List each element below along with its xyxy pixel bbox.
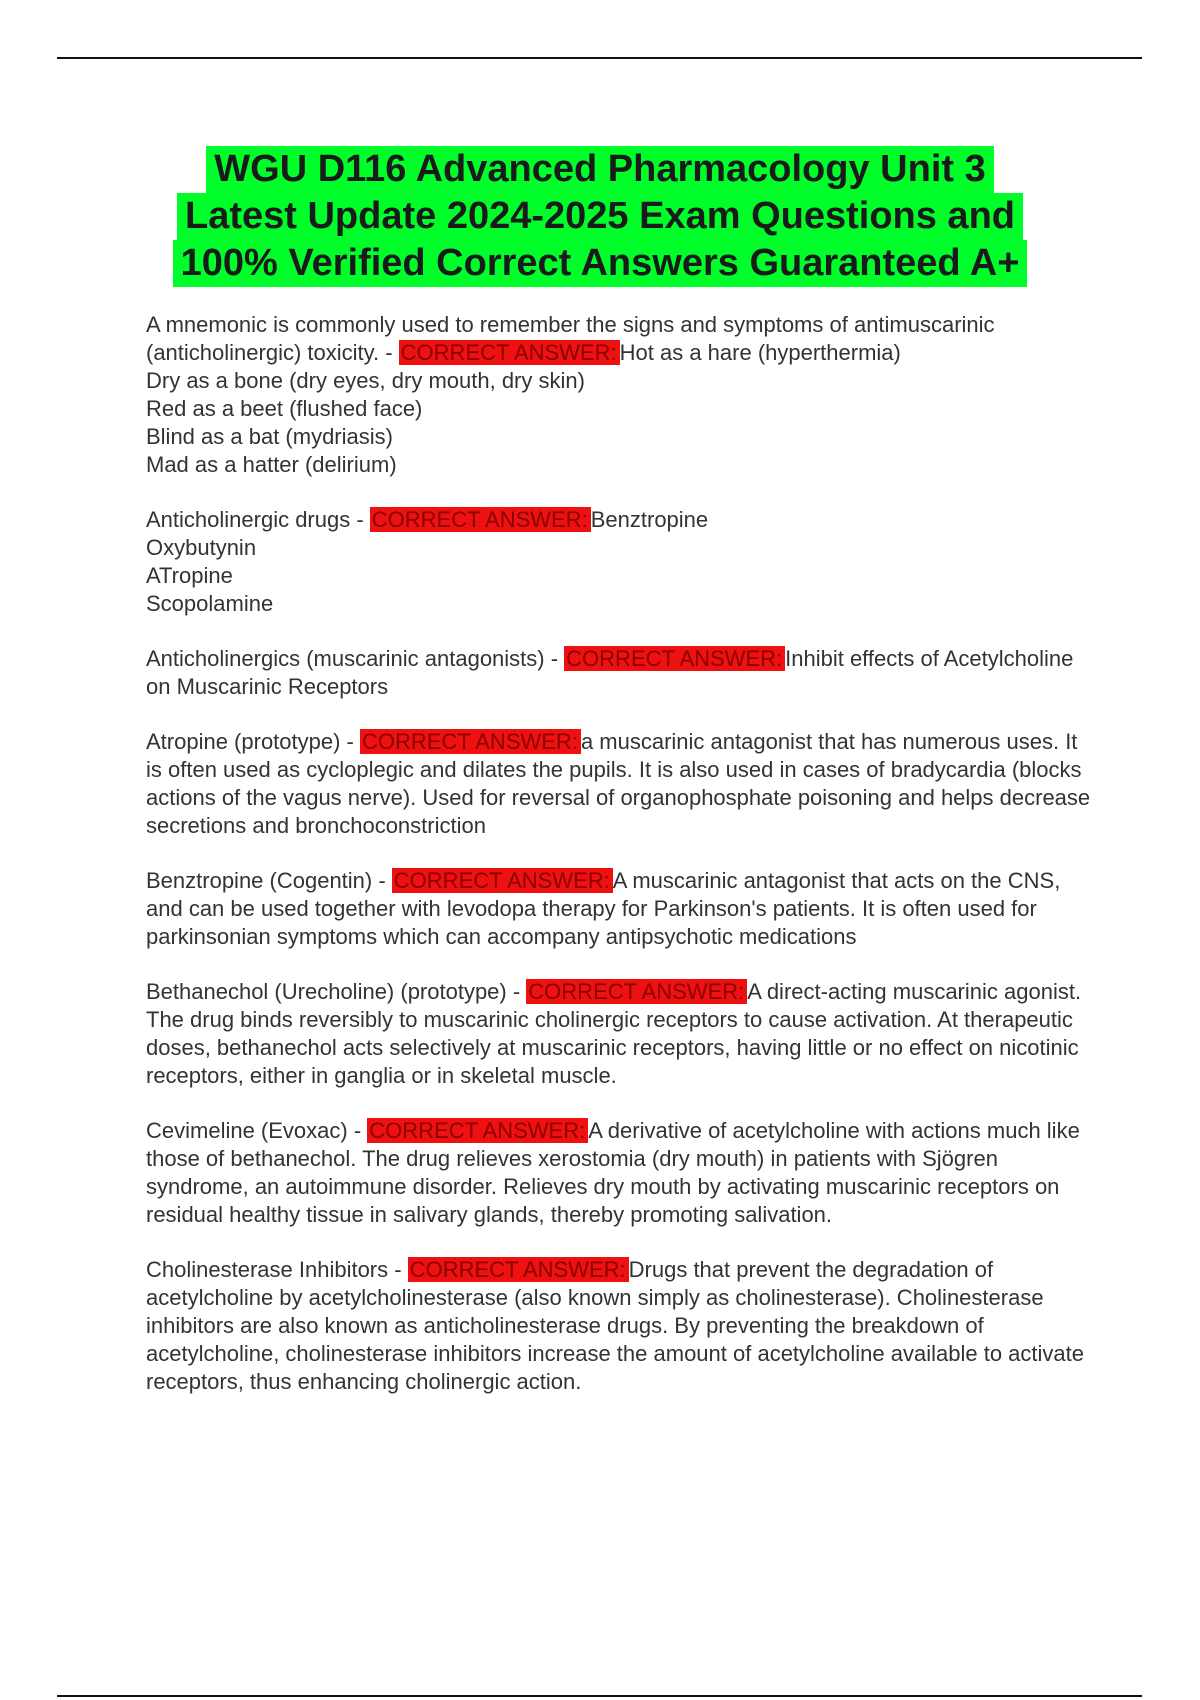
qa-first-line bbox=[146, 645, 1091, 701]
qa-term: Bethanechol (Urecholine) (prototype) - bbox=[146, 979, 527, 1004]
qa-first-line bbox=[146, 867, 1091, 951]
qa-first-line bbox=[146, 978, 1091, 1090]
qa-first-line bbox=[146, 311, 1091, 367]
qa-entry bbox=[146, 506, 1091, 618]
qa-answer-line: Scopolamine bbox=[146, 591, 274, 616]
qa-answer: Benztropine bbox=[590, 507, 709, 532]
qa-answer-line: Mad as a hatter (delirium) bbox=[146, 452, 397, 477]
title-line: 100% Verified Correct Answers Guaranteed A+ bbox=[173, 240, 1028, 287]
footer-rule bbox=[57, 1695, 1142, 1697]
qa-first-line bbox=[146, 728, 1091, 840]
qa-answer-line: Red as a beet (flushed face) bbox=[146, 396, 423, 421]
qa-entry bbox=[146, 867, 1091, 951]
correct-answer-badge: CORRECT ANSWER: bbox=[392, 868, 613, 893]
qa-answer: A muscarinic antagonist that acts on the CNS, and can be used together with levodopa therapy for Parkinson's patients. It is often used for parkinsonian symptoms which can accompany antipsychotic medications bbox=[146, 868, 1061, 949]
qa-entry bbox=[146, 978, 1091, 1090]
header-rule bbox=[57, 57, 1142, 59]
qa-term: Anticholinergics (muscarinic antagonists) - bbox=[146, 646, 565, 671]
qa-list bbox=[146, 311, 1091, 1423]
qa-first-line bbox=[146, 1256, 1091, 1396]
title-line: Latest Update 2024-2025 Exam Questions and bbox=[177, 193, 1023, 240]
qa-entry bbox=[146, 645, 1091, 701]
qa-answer: a muscarinic antagonist that has numerous uses. It is often used as cycloplegic and dilates the pupils. It is also used in cases of bradycardia (blocks actions of the vagus nerve). Used for reversal of organophosphate poisoning and helps decrease secretions and bronchoconstriction bbox=[146, 729, 1091, 838]
qa-entry bbox=[146, 728, 1091, 840]
qa-answer: Inhibit effects of Acetylcholine on Muscarinic Receptors bbox=[146, 646, 1074, 699]
qa-entry bbox=[146, 1117, 1091, 1229]
qa-first-line bbox=[146, 1117, 1091, 1229]
correct-answer-badge: CORRECT ANSWER: bbox=[408, 1257, 629, 1282]
document-title bbox=[0, 146, 1200, 287]
qa-answer-line: Blind as a bat (mydriasis) bbox=[146, 424, 393, 449]
qa-answer: Drugs that prevent the degradation of acetylcholine by acetylcholinesterase (also known simply as cholinesterase). Cholinesterase inhibitors are also known as anticholinesterase drugs. By preventing the breakdown of acetylcholine, cholinesterase inhibitors increase the amount of acetylcholine available to activate receptors, thus enhancing cholinergic action. bbox=[146, 1257, 1084, 1394]
title-line: WGU D116 Advanced Pharmacology Unit 3 bbox=[206, 146, 993, 193]
correct-answer-badge: CORRECT ANSWER: bbox=[399, 340, 620, 365]
qa-term: Atropine (prototype) - bbox=[146, 729, 360, 754]
qa-entry bbox=[146, 1256, 1091, 1396]
qa-answer: Hot as a hare (hyperthermia) bbox=[619, 340, 901, 365]
correct-answer-badge: CORRECT ANSWER: bbox=[564, 646, 785, 671]
correct-answer-badge: CORRECT ANSWER: bbox=[526, 979, 747, 1004]
qa-answer-line: Dry as a bone (dry eyes, dry mouth, dry skin) bbox=[146, 368, 585, 393]
qa-term: Anticholinergic drugs - bbox=[146, 507, 370, 532]
qa-term: Cholinesterase Inhibitors - bbox=[146, 1257, 408, 1282]
qa-answer-line: Oxybutynin bbox=[146, 535, 257, 560]
qa-term: Benztropine (Cogentin) - bbox=[146, 868, 392, 893]
qa-answer-line: ATropine bbox=[146, 563, 233, 588]
qa-answer: A derivative of acetylcholine with actions much like those of bethanechol. The drug relieves xerostomia (dry mouth) in patients with Sjögren syndrome, an autoimmune disorder. Relieves dry mouth by activating muscarinic receptors on residual healthy tissue in salivary glands, thereby promoting salivation. bbox=[146, 1118, 1080, 1227]
correct-answer-badge: CORRECT ANSWER: bbox=[370, 507, 591, 532]
qa-first-line bbox=[146, 506, 1091, 534]
correct-answer-badge: CORRECT ANSWER: bbox=[367, 1118, 588, 1143]
correct-answer-badge: CORRECT ANSWER: bbox=[360, 729, 581, 754]
qa-term: A mnemonic is commonly used to remember the signs and symptoms of antimuscarinic (anticholinergic) toxicity. - bbox=[146, 312, 995, 365]
qa-entry bbox=[146, 311, 1091, 479]
qa-answer: A direct-acting muscarinic agonist. The drug binds reversibly to muscarinic cholinergic receptors to cause activation. At therapeutic doses, bethanechol acts selectively at muscarinic receptors, having little or no effect on nicotinic receptors, either in ganglia or in skeletal muscle. bbox=[146, 979, 1082, 1088]
qa-term: Cevimeline (Evoxac) - bbox=[146, 1118, 368, 1143]
